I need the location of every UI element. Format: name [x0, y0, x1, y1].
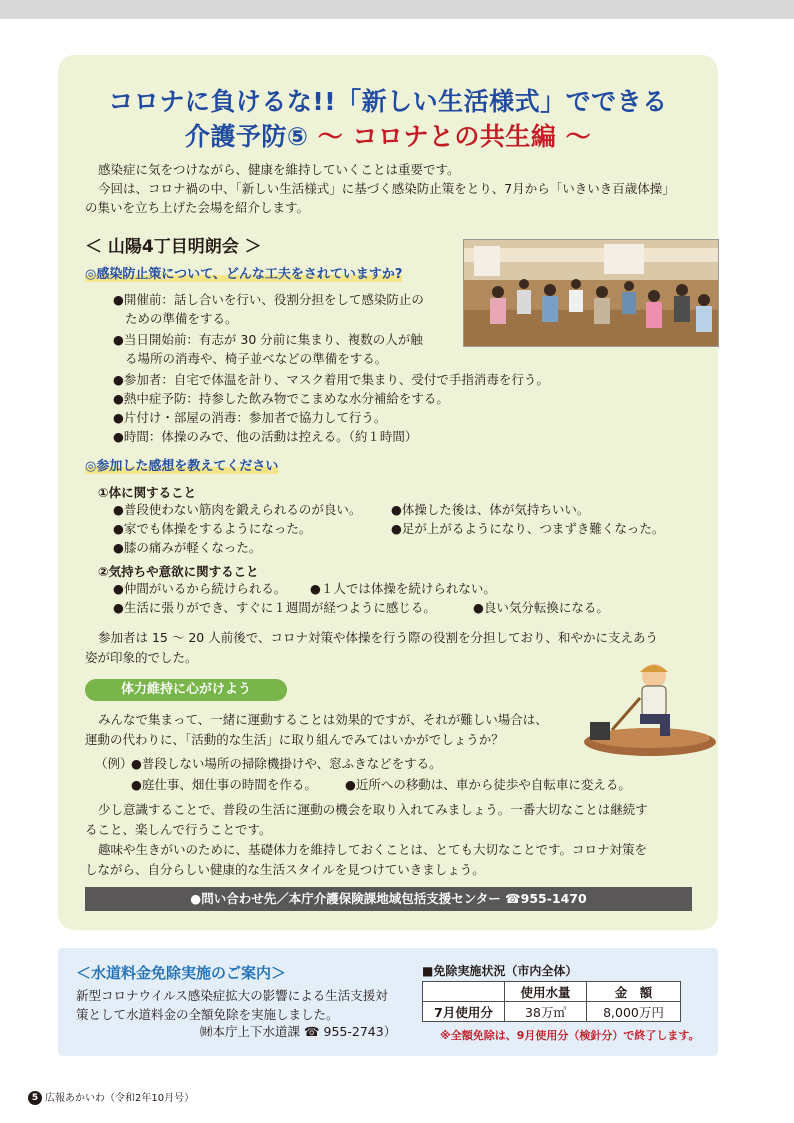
title-line-2-red: ～ コロナとの共生編 ～ [308, 122, 592, 151]
title-line-2-blue: 介護予防⑤ [184, 122, 309, 151]
water-text-line-1: 新型コロナウイルス感染症拡大の影響による生活支援対 [76, 988, 388, 1003]
mind-item: ●仲間がいるから続けられる。 [113, 581, 287, 596]
example-item: ●近所への移動は、車から徒歩や自転車に変える。 [345, 777, 631, 792]
footer-text: 広報あかいわ（令和2年10月号） [45, 1093, 195, 1104]
body-item: ●膝の痛みが軽くなった。 [113, 540, 262, 555]
example-item: ●普段しない場所の掃除機掛けや、窓ふきなどをする。 [131, 756, 442, 771]
table-header-usage: 使用水量 [505, 982, 587, 1002]
water-text-line-2: 策として水道料金の全額免除を実施しました。 [76, 1007, 339, 1022]
summary-line-2: 姿が印象的でした。 [85, 650, 198, 665]
mind-item: ●１人では体操を続けられない。 [310, 581, 496, 596]
top-bar [0, 0, 794, 19]
question-infection-prevention [85, 263, 408, 282]
prevention-item: ための準備をする。 [125, 311, 238, 326]
prevention-item: ●参加者：自宅で体温を計り、マスク着用で集まり、受付で手指消毒を行う。 [113, 372, 549, 387]
body-item: ●体操した後は、体が気持ちいい。 [391, 502, 590, 517]
prevention-item: る場所の消毒や、椅子並べなどの準備をする。 [125, 351, 388, 366]
prevention-item: ●時間：体操のみで、他の活動は控える。（約１時間） [113, 429, 418, 444]
mind-item: ●良い気分転換になる。 [473, 600, 609, 615]
body-item: ●足が上がるようになり、つまずき難くなった。 [391, 521, 665, 536]
exemption-note: ※全額免除は、9月使用分（検針分）で終了します。 [440, 1029, 700, 1042]
prevention-item: ●開催前：話し合いを行い、役割分担をして感染防止の [113, 292, 424, 307]
table-header-blank [423, 982, 505, 1002]
fitness-pill-heading: 体力維持に心がけよう [85, 679, 287, 701]
water-title: ＜水道料金免除実施のご案内＞ [76, 964, 287, 982]
prevention-item: ●熱中症予防：持参した飲み物でこまめな水分補給をする。 [113, 391, 449, 406]
exercise-line-1: みんなで集まって、一緒に運動することは効果的ですが、それが難しい場合は、 [98, 712, 548, 727]
exemption-status-title: ■免除実施状況（市内全体） [422, 964, 578, 978]
mind-item: ●生活に張りができ、すぐに１週間が経つように感じる。 [113, 600, 436, 615]
title-line-1: コロナに負けるな!!「新しい生活様式」でできる [108, 87, 668, 116]
table-cell-period: 7月使用分 [423, 1002, 505, 1022]
intro-line-1: 感染症に気をつけながら、健康を維持していくことは重要です。 [98, 162, 460, 177]
prevention-item: ●片付け・部屋の消毒：参加者で協力して行う。 [113, 410, 387, 425]
body-item: ●家でも体操をするようになった。 [113, 521, 312, 536]
table-cell-amount: 8,000万円 [587, 1002, 681, 1022]
example-label: （例） [95, 756, 133, 771]
closing-line-4: しながら、自分らしい健康的な生活スタイルを見つけていきましょう。 [85, 862, 485, 877]
page-number: 5 [28, 1091, 42, 1105]
venue-heading: ＜ 山陽4丁目明朗会 ＞ [85, 237, 262, 257]
intro-line-3: の集いを立ち上げた会場を紹介します。 [85, 200, 310, 215]
body-item: ●普段使わない筋肉を鍛えられるのが良い。 [113, 502, 362, 517]
water-contact: ㈶本庁上下水道課 ☎ 955-2743） [200, 1024, 397, 1039]
title-line-2 [58, 117, 718, 153]
table-header-row [423, 982, 681, 1002]
exercise-line-2: 運動の代わりに、「活動的な生活」に取り組んでみてはいかがでしょうか？ [85, 732, 504, 747]
example-item: ●庭仕事、畑仕事の時間を作る。 [131, 777, 317, 792]
summary-line-1: 参加者は 15 ～ 20 人前後で、コロナ対策や体操を行う際の役割を分担しており、和やかに支えあう [98, 630, 658, 645]
intro-line-2: 今回は、コロナ禍の中、「新しい生活様式」に基づく感染防止策をとり、7月から「いきいき百歳体操」 [98, 181, 675, 196]
exemption-table [422, 981, 681, 1022]
question-impressions [85, 455, 284, 474]
table-cell-usage: 38万㎥ [505, 1002, 587, 1022]
table-header-amount: 金 額 [587, 982, 681, 1002]
prevention-item: ●当日開始前：有志が 30 分前に集まり、複数の人が触 [113, 332, 423, 347]
water-fee-panel [58, 948, 718, 1056]
mind-heading: ②気持ちや意欲に関すること [98, 564, 259, 579]
exercise-photo [463, 239, 719, 347]
contact-bar: ●問い合わせ先／本庁介護保険課地域包括支援センター ☎955-1470 [85, 887, 692, 911]
closing-line-2: ること、楽しんで行うことです。 [85, 822, 272, 837]
question-2-text: ◎参加した感想を教えてください [85, 459, 279, 474]
question-1-text: ◎感染防止策について、どんな工夫をされていますか? [85, 267, 403, 282]
closing-line-3: 趣味や生きがいのために、基礎体力を維持しておくことは、とても大切なことです。コロナ対策を [98, 842, 648, 857]
table-row [423, 1002, 681, 1022]
care-prevention-panel [58, 55, 718, 930]
page-footer [28, 1089, 194, 1105]
gardening-illustration [578, 658, 718, 758]
closing-line-1: 少し意識することで、普段の生活に運動の機会を取り入れてみましょう。一番大切なことは継続す [98, 802, 648, 817]
body-heading: ①体に関すること [98, 485, 197, 500]
